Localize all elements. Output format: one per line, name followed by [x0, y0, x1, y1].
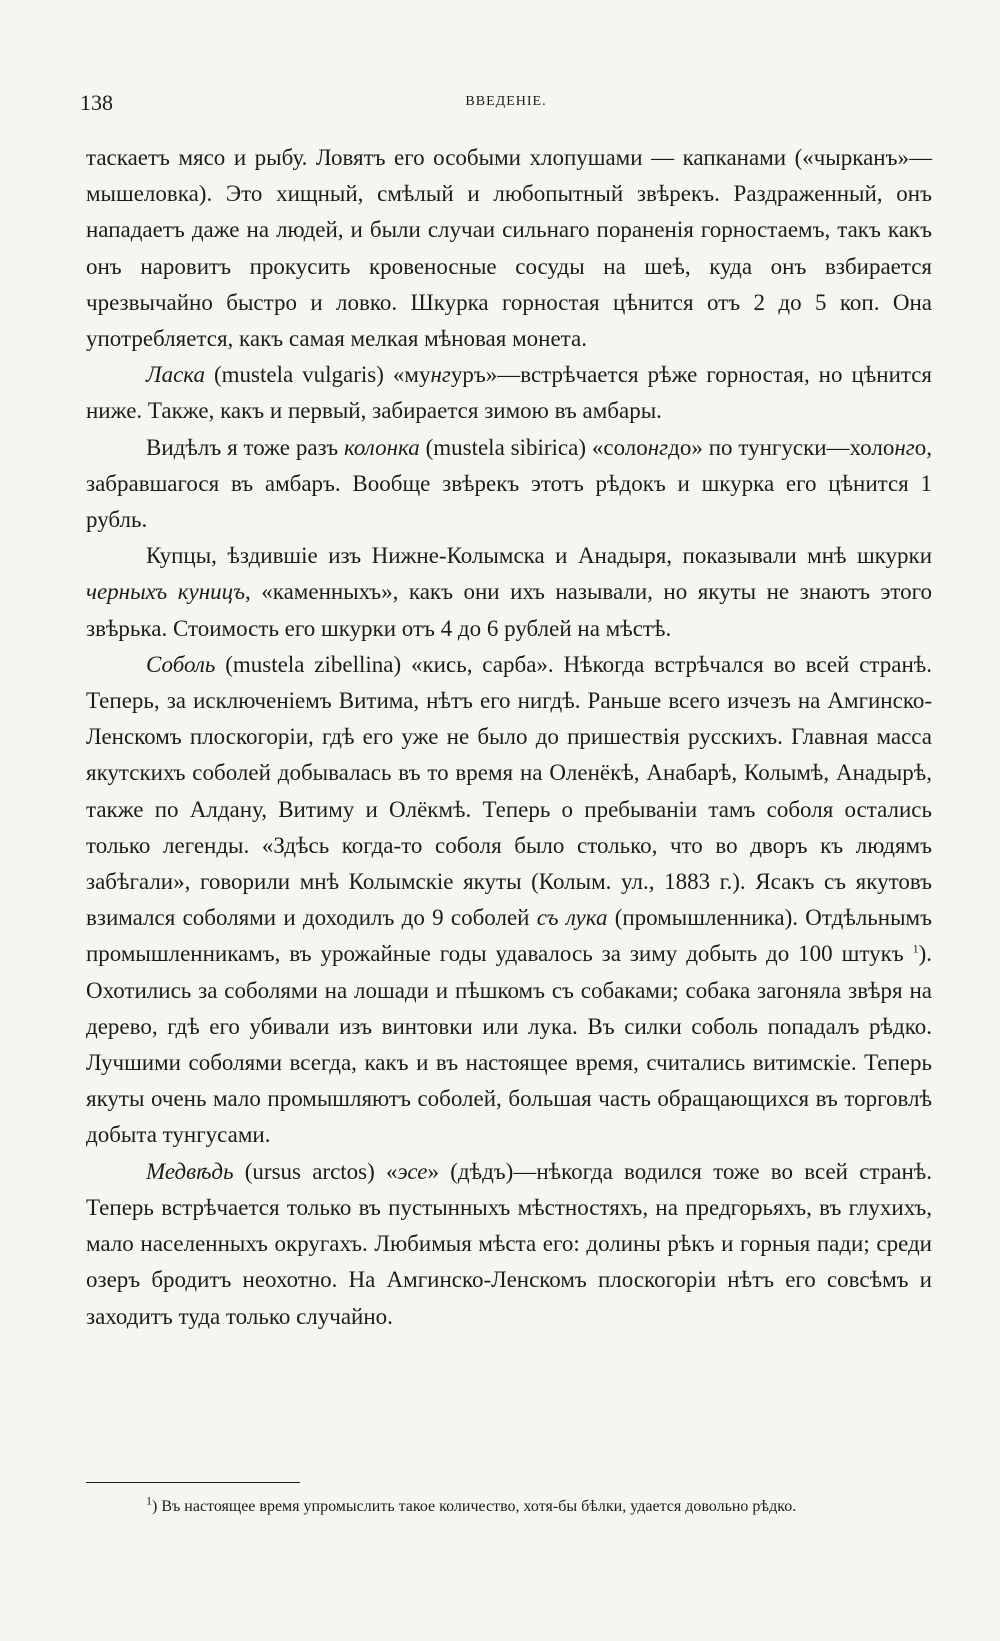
italic-term: колонка	[344, 434, 420, 460]
text-run: (mustela sibirica) «соло	[419, 434, 648, 460]
italic-term: нг	[894, 434, 915, 460]
footnote-text: ) Въ настоящее время упромыслить такое количество, хотя-бы бѣлки, удается довольно рѣдко.	[152, 1498, 797, 1515]
italic-term: съ лука	[536, 905, 608, 931]
text-run: (mustela zibellina) «кись, сарба». Нѣкогда встрѣчался во всей странѣ. Теперь, за исключеніемъ Витима, нѣтъ его нигдѣ. Раньше всего изчезъ на Амгинско-Ленскомъ плоскогоріи, гдѣ его уже не было до пришествія русскихъ. Главная масса якутскихъ соболей добывалась въ то время на Оленёкѣ, Анабарѣ, Колымѣ, Анадырѣ, также по Алдану, Витиму и Олёкмѣ. Теперь о пребываніи тамъ соболя остались только легенды. «Здѣсь когда-то соболя было столько, что во дворъ къ людямъ забѣгали», говорили мнѣ Колымскіе якуты (Колым. ул., 1883 г.). Ясакъ съ якутовъ взимался соболями и доходилъ до 9 соболей	[86, 651, 932, 931]
footnote	[86, 1493, 932, 1518]
footnote-rule	[86, 1482, 300, 1483]
page-header	[80, 90, 932, 122]
text-run: уръ»—встрѣчается рѣже горностая, но цѣнится ниже. Также, какъ и первый, забирается зимою въ амбары.	[86, 362, 933, 424]
italic-term: Соболь	[146, 651, 216, 677]
italic-term: Ласка	[146, 362, 205, 388]
italic-term: Медвѣдь	[146, 1158, 234, 1184]
text-run: » (дѣдъ)—нѣкогда водился тоже во всей странѣ. Теперь встрѣчается только въ пустынныхъ мѣстностяхъ, на предгорьяхъ, въ глухихъ, мало населенныхъ округахъ. Любимыя мѣста его: долины рѣкъ и горныя пади; среди озеръ бродитъ неохотно. На Амгинско-Ленскомъ плоскогоріи нѣтъ его совсѣмъ и заходитъ туда только случайно.	[86, 1158, 933, 1329]
paragraph	[86, 647, 932, 1154]
footnotes	[86, 1493, 932, 1518]
paragraph	[86, 357, 932, 429]
italic-term: нг	[430, 362, 451, 388]
body-text	[86, 140, 932, 1335]
footnote-reference: 1	[912, 941, 919, 956]
text-run: Видѣлъ я тоже разъ	[146, 434, 344, 460]
paragraph	[86, 538, 932, 647]
italic-term: эсе	[397, 1158, 428, 1184]
text-run: (промышленника). Отдѣльнымъ промышленникамъ, въ урожайные годы удавалось за зиму добыть до 100 штукъ	[86, 905, 932, 967]
text-run: (mustela vulgaris) «му	[204, 362, 431, 388]
paragraph	[86, 1154, 932, 1335]
text-run: Купцы, ѣздившіе изъ Нижне-Колымска и Анадыря, показывали мнѣ шкурки	[146, 543, 932, 569]
paragraph	[86, 430, 932, 539]
page-number: 138	[80, 90, 113, 115]
text-run: таскаетъ мясо и рыбу. Ловятъ его особыми хлопушами — капканами («чырканъ»—мышеловка). Это хищный, смѣлый и любопытный звѣрекъ. Раздраженный, онъ нападаетъ даже на людей, и были случаи сильнаго пораненія горностаемъ, такъ какъ онъ наровитъ прокусить кровеносные сосуды на шеѣ, куда онъ взбирается чрезвычайно быстро и ловко. Шкурка горностая цѣнится отъ 2 до 5 коп. Она употребляется, какъ самая мелкая мѣновая монета.	[86, 145, 932, 352]
paragraph	[86, 140, 932, 357]
running-head: ВВЕДЕНІЕ.	[465, 94, 547, 109]
italic-term: черныхъ куницъ	[86, 579, 246, 605]
footnote-marker: 1	[146, 1493, 152, 1508]
text-run: ). Охотились за соболями на лошади и пѣшкомъ съ собаками; собака загоняла звѣря на дерево, гдѣ его убивали изъ винтовки или лука. Въ силки соболь попадалъ рѣдко. Лучшими соболями всегда, какъ и въ настоящее время, считались витимскіе. Теперь якуты очень мало промышляютъ соболей, большая часть обращающихся въ торговлѣ добыта тунгусами.	[86, 941, 932, 1148]
text-run: о, забравшагося въ амбаръ. Вообще звѣрекъ этотъ рѣдокъ и шкурка его цѣнится 1 рубль.	[86, 434, 932, 533]
text-run: (ursus arctos) «	[233, 1158, 398, 1184]
text-run: , «каменныхъ», какъ они ихъ называли, но якуты не знаютъ этого звѣрька. Стоимость его шкурки отъ 4 до 6 рублей на мѣстѣ.	[86, 579, 933, 641]
text-run: до» по тунгуски—холо	[668, 434, 895, 460]
italic-term: нг	[647, 434, 669, 460]
